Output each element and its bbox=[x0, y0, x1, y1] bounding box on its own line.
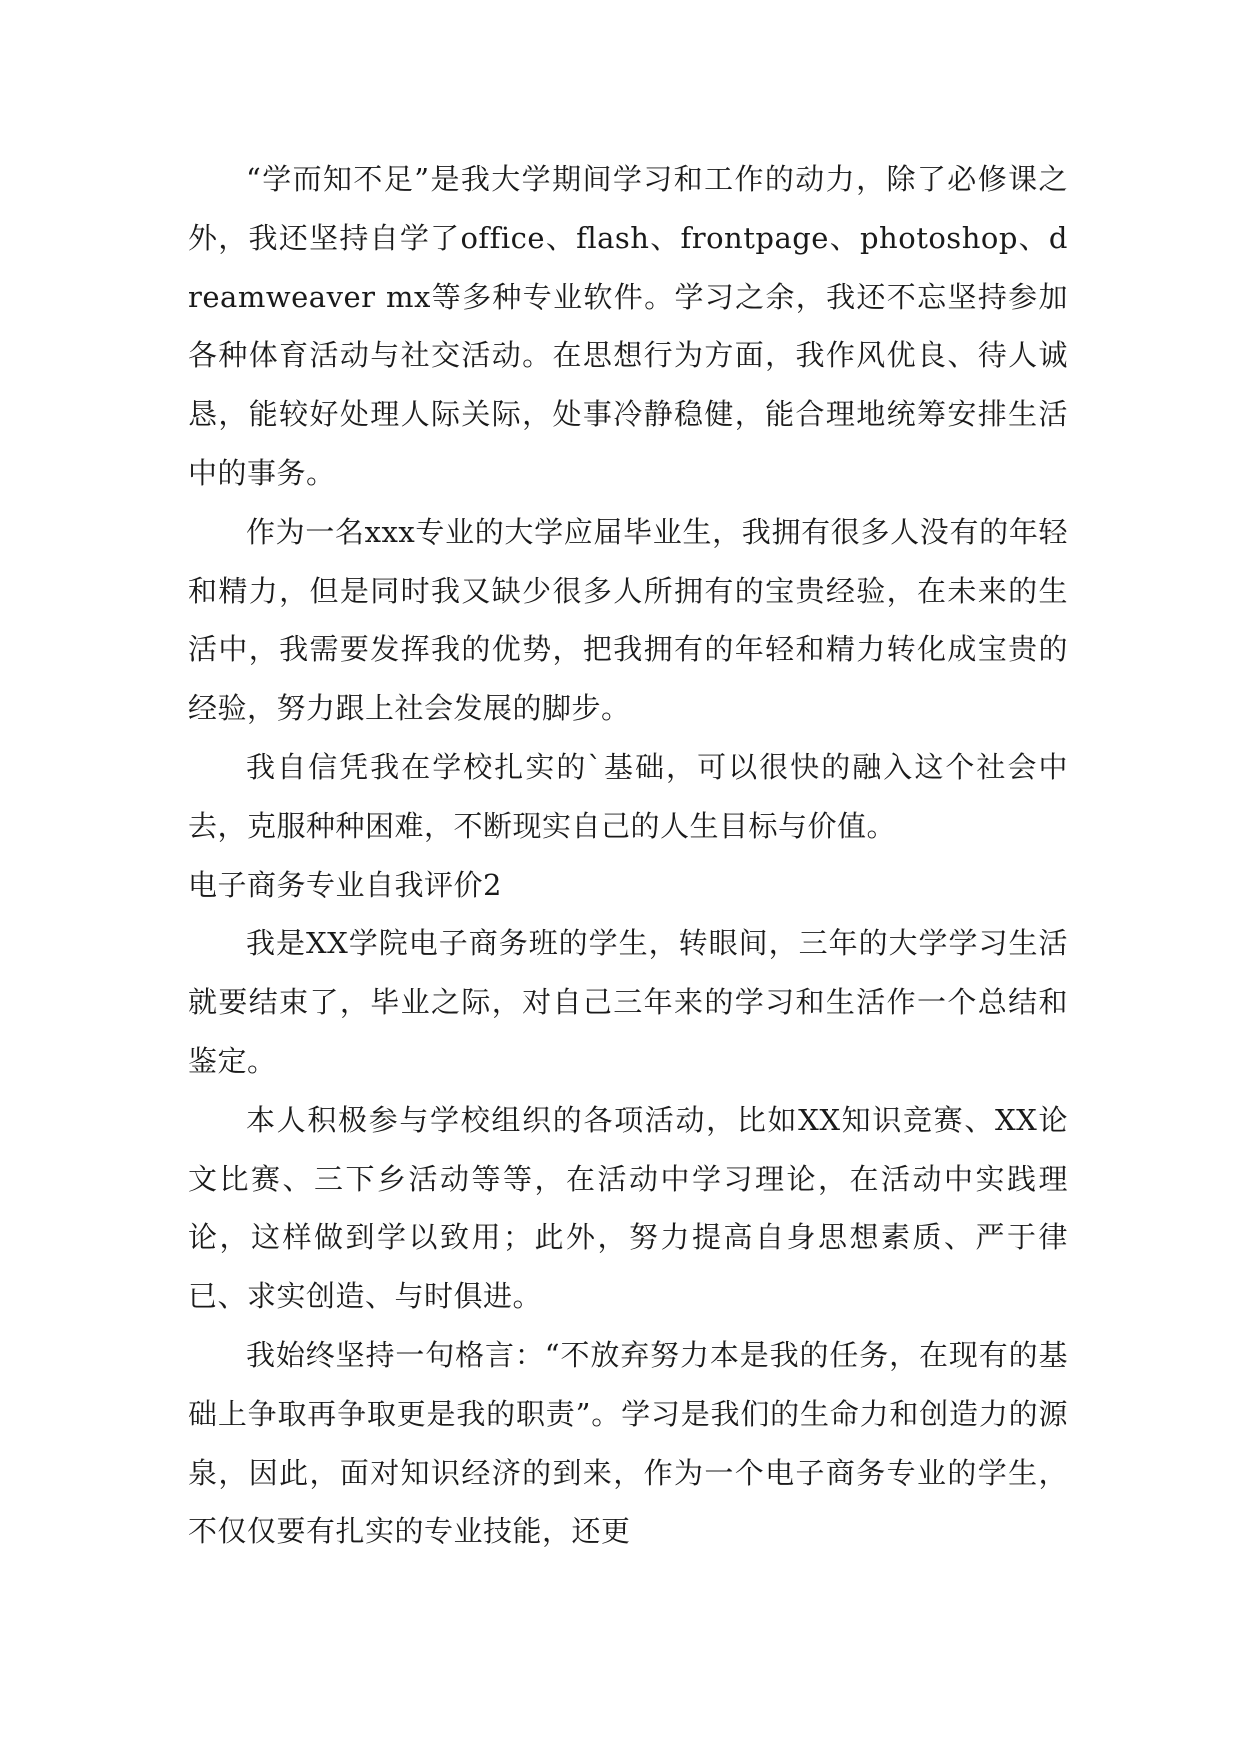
paragraph: 作为一名xxx专业的大学应届毕业生，我拥有很多人没有的年轻和精力，但是同时我又缺少很多人所拥有的宝贵经验，在未来的生活中，我需要发挥我的优势，把我拥有的年轻和精力转化成宝贵的经验，努力跟上社会发展的脚步。 bbox=[188, 514, 1068, 726]
document-body bbox=[188, 150, 1068, 1561]
paragraph: “学而知不足”是我大学期间学习和工作的动力，除了必修课之外，我还坚持自学了office、flash、frontpage、photoshop、dreamweaver mx等多种专业软件。学习之余，我还不忘坚持参加各种体育活动与社交活动。在思想行为方面，我作风优良、待人诚恳，能较好处理人际关际，处事冷静稳健，能合理地统筹安排生活中的事务。 bbox=[188, 162, 1068, 490]
section-heading: 电子商务专业自我评价2 bbox=[188, 867, 502, 902]
paragraph: 我是XX学院电子商务班的学生，转眼间，三年的大学学习生活就要结束了，毕业之际，对自己三年来的学习和生活作一个总结和鉴定。 bbox=[188, 926, 1068, 1078]
paragraph: 本人积极参与学校组织的各项活动，比如XX知识竞赛、XX论文比赛、三下乡活动等等，在活动中学习理论，在活动中实践理论，这样做到学以致用；此外，努力提高自身思想素质、严于律已、求实创造、与时俱进。 bbox=[188, 1102, 1068, 1314]
paragraph: 我自信凭我在学校扎实的`基础，可以很快的融入这个社会中去，克服种种困难，不断现实自己的人生目标与价值。 bbox=[188, 749, 1068, 843]
paragraph: 我始终坚持一句格言：“不放弃努力本是我的任务，在现有的基础上争取再争取更是我的职责”。学习是我们的生命力和创造力的源泉，因此，面对知识经济的到来，作为一个电子商务专业的学生，不仅仅要有扎实的专业技能，还更 bbox=[188, 1337, 1068, 1549]
